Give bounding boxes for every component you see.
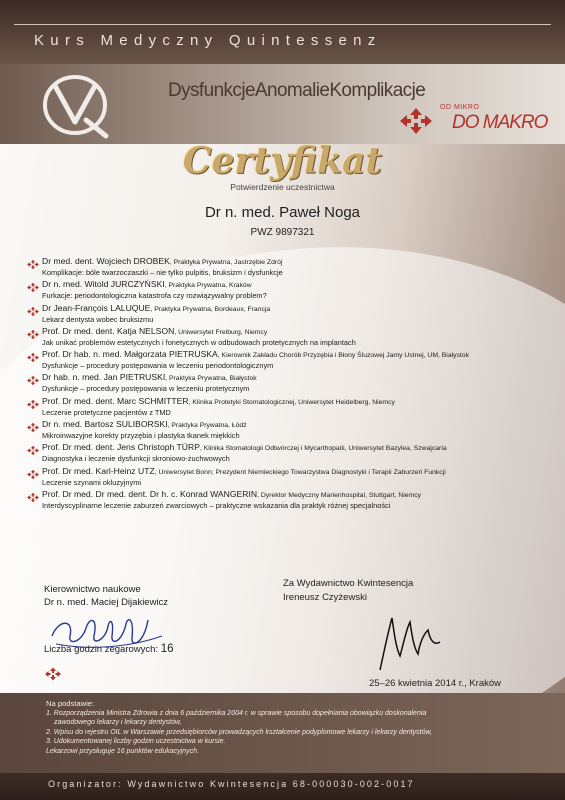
lecturer bbox=[42, 256, 282, 266]
lecture-topic: Interdyscyplinarne leczenie zaburzeń zwarciowych – praktyczne wskazania dla praktyk różnej specjalności bbox=[42, 500, 391, 510]
course-title: Kurs Medyczny Quintessenz bbox=[34, 32, 382, 49]
lecture-item bbox=[26, 303, 556, 326]
lecturer-affiliation: , Praktyka Prywatna, Białystok bbox=[165, 375, 257, 383]
lecture-item bbox=[26, 256, 556, 279]
lecturer-name: Prof. Dr med. dent. Marc SCHMITTER bbox=[42, 395, 189, 406]
legal-basis-points: Lekarzowi przysługuje 16 punktów edukacyjnych. bbox=[46, 747, 199, 755]
lecture-topic: Furkacje: periodontologiczna katastrofa czy rozwiązywalny problem? bbox=[42, 291, 267, 301]
lecture-item bbox=[26, 349, 556, 372]
lecturer-affiliation: , Dyrektor Medyczny Marienhospital, Stuttgart, Niemcy bbox=[257, 491, 421, 499]
diamond-arrows-small-icon bbox=[44, 666, 62, 682]
lecturer bbox=[42, 279, 252, 289]
q-logo-icon bbox=[36, 70, 114, 140]
certificate-subtitle: Potwierdzenie uczestnictwa bbox=[230, 182, 335, 192]
lecturer-name: Dr n. med. Witold JURCZYŃSKI bbox=[42, 279, 165, 290]
lecture-item bbox=[26, 419, 556, 442]
lecturer-name: Dr Jean-François LALUQUE bbox=[42, 302, 151, 313]
lecture-topic: Diagnostyka i leczenie dysfunkcji skroniowo-żuchwowych bbox=[42, 454, 230, 464]
diamond-arrows-bullet-icon bbox=[26, 327, 40, 338]
lecturer bbox=[42, 396, 395, 406]
lecturer-name: Prof. Dr med. dent. Katja NELSON bbox=[42, 325, 175, 336]
event-title: DysfunkcjeAnomalieKomplikacje bbox=[168, 80, 426, 101]
lecture-item bbox=[26, 396, 556, 419]
recipient-name: Dr n. med. Paweł Noga bbox=[204, 204, 361, 221]
lecture-item bbox=[26, 442, 556, 465]
lecturer-name: Prof. Dr med. Karl-Heinz UTZ bbox=[42, 465, 155, 476]
lecturer-affiliation: , Uniwersytet Freiburg, Niemcy bbox=[174, 328, 268, 336]
lecturer-affiliation: , Praktyka Prywatna, Bordeaux, Francja bbox=[150, 305, 271, 313]
lecturer bbox=[42, 326, 267, 336]
legal-basis-item: 1. Rozporządzenia Ministra Zdrowia z dnia 6 października 2004 r. w sprawie sposobu dopełniania obowiązku doskonalenia bbox=[46, 709, 427, 717]
certificate-title: Certyfikat bbox=[182, 140, 383, 182]
legal-basis-text bbox=[46, 699, 556, 757]
lecturer-name: Prof. Dr hab. n. med. Małgorzata PIETRUSKA bbox=[42, 349, 218, 360]
signature-right bbox=[374, 612, 444, 672]
legal-basis-item: 3. Udokumentowanej liczby godzin uczestnictwa w kursie. bbox=[46, 738, 226, 746]
diamond-arrows-bullet-icon bbox=[26, 397, 40, 408]
hours-label: Liczba godzin zegarowych: bbox=[44, 644, 159, 655]
lecturer-name: Prof. Dr med. Dr med. dent. Dr h. c. Konrad WANGERIN bbox=[42, 488, 258, 499]
lecturer-affiliation: , Praktyka Prywatna, Łódź bbox=[167, 422, 247, 430]
lecture-topic: Leczenie protetyczne pacjentów z TMD bbox=[42, 407, 171, 417]
lecturer-affiliation: , Uniwersytet Bonn; Prezydent Niemieckiego Towarzystwa Diagnostyki i Terapii Zaburzeń Funkcji bbox=[154, 468, 446, 476]
lecturer bbox=[42, 372, 257, 382]
diamond-arrows-bullet-icon bbox=[26, 304, 40, 315]
lecturer-name: Dr n. med. Bartosz SULIBORSKI bbox=[42, 419, 168, 430]
lecturer-name: Prof. Dr med. dent. Jens Christoph TÜRP bbox=[42, 442, 200, 453]
lecturer-affiliation: , Praktyka Prywatna, Kraków bbox=[164, 282, 252, 290]
lecture-topic: Komplikacje: bóle twarzoczaszki – nie tylko pulpitis, bruksizm i dysfunkcje bbox=[42, 268, 283, 277]
lecture-item bbox=[26, 279, 556, 302]
pwz-number: PWZ 9897321 bbox=[250, 227, 315, 238]
lecture-topic: Mikroinwazyjne korekty przyzębia i plastyka tkanek miękkich bbox=[42, 431, 240, 441]
lecture-item bbox=[26, 372, 556, 395]
lecture-item bbox=[26, 466, 556, 489]
diamond-arrows-bullet-icon bbox=[26, 420, 40, 431]
legal-basis-heading: Na podstawie: bbox=[46, 699, 95, 708]
lecturer-affiliation: , Klinika Stomatologii Odtwórczej i Mycarthopatii, Uniwersytet Bazylea, Szwajcaria bbox=[199, 445, 447, 453]
lecturer-name: Dr med. dent. Wojciech DROBEK bbox=[42, 256, 170, 266]
lecture-topic: Leczenie szynami okluzyjnymi bbox=[42, 477, 141, 487]
diamond-arrows-icon bbox=[398, 106, 434, 136]
lecturer bbox=[42, 419, 247, 429]
lecture-topic: Lekarz dentysta wobec bruksizmu bbox=[42, 314, 154, 324]
publisher-name: Ireneusz Czyżewski bbox=[283, 592, 367, 603]
partner-logo-small: OD MIKRO bbox=[440, 104, 480, 111]
date-place: 25–26 kwietnia 2014 r., Kraków bbox=[369, 678, 502, 689]
lecturer bbox=[42, 303, 270, 313]
lecture-item bbox=[26, 489, 556, 512]
lecturer bbox=[42, 442, 447, 452]
lecturer-affiliation: , Kierownik Zakładu Chorób Przyzębia i Błony Śluzowej Jamy Ustnej, UM, Białystok bbox=[217, 352, 469, 360]
legal-basis-item: zawodowego lekarzy i lekarzy dentystów, bbox=[54, 719, 182, 727]
diamond-arrows-bullet-icon bbox=[26, 350, 40, 361]
lecturer bbox=[42, 489, 421, 499]
scientific-lead-name: Dr n. med. Maciej Dijakiewicz bbox=[44, 597, 169, 608]
organizer-text: Organizator: Wydawnictwo Kwintesencja 68-000030-002-0017 bbox=[48, 779, 415, 789]
lecturer-affiliation: , Klinika Protetyki Stomatologicznej, Uniwersytet Heidelberg, Niemcy bbox=[188, 398, 395, 406]
publisher-label: Za Wydawnictwo Kwintesencja bbox=[283, 578, 414, 589]
diamond-arrows-bullet-icon bbox=[26, 490, 40, 501]
lecture-list bbox=[26, 256, 556, 512]
diamond-arrows-bullet-icon bbox=[26, 257, 40, 268]
diamond-arrows-bullet-icon bbox=[26, 443, 40, 454]
lecture-topic: Dysfunkcje – procedury postępowania w leczeniu protetycznym bbox=[42, 384, 250, 394]
diamond-arrows-bullet-icon bbox=[26, 467, 40, 478]
lecturer-affiliation: , Praktyka Prywatna, Jastrzębie Zdrój bbox=[169, 259, 283, 266]
hours-row bbox=[44, 643, 174, 655]
lecturer bbox=[42, 349, 469, 359]
diamond-arrows-bullet-icon bbox=[26, 280, 40, 291]
hours-value: 16 bbox=[160, 643, 174, 655]
lecture-item bbox=[26, 326, 556, 349]
lecturer bbox=[42, 466, 446, 476]
scientific-lead-label: Kierownictwo naukowe bbox=[44, 584, 141, 595]
lecture-topic: Dysfunkcje – procedury postępowania w leczeniu periodontologicznym bbox=[42, 361, 274, 371]
partner-logo-big: DO MAKRO bbox=[452, 112, 548, 133]
lecturer-name: Dr hab. n. med. Jan PIETRUSKI bbox=[42, 372, 166, 383]
lecture-topic: Jak unikać problemów estetycznych i fonetycznych w odbudowach protetycznych na implantach bbox=[42, 337, 356, 347]
legal-basis-item: 2. Wpisu do rejestru OIL w Warszawie przedsiębiorców prowadzących kształcenie podyplomowe lekarzy i lekarzy dentystów, bbox=[46, 728, 433, 736]
diamond-arrows-bullet-icon bbox=[26, 373, 40, 384]
